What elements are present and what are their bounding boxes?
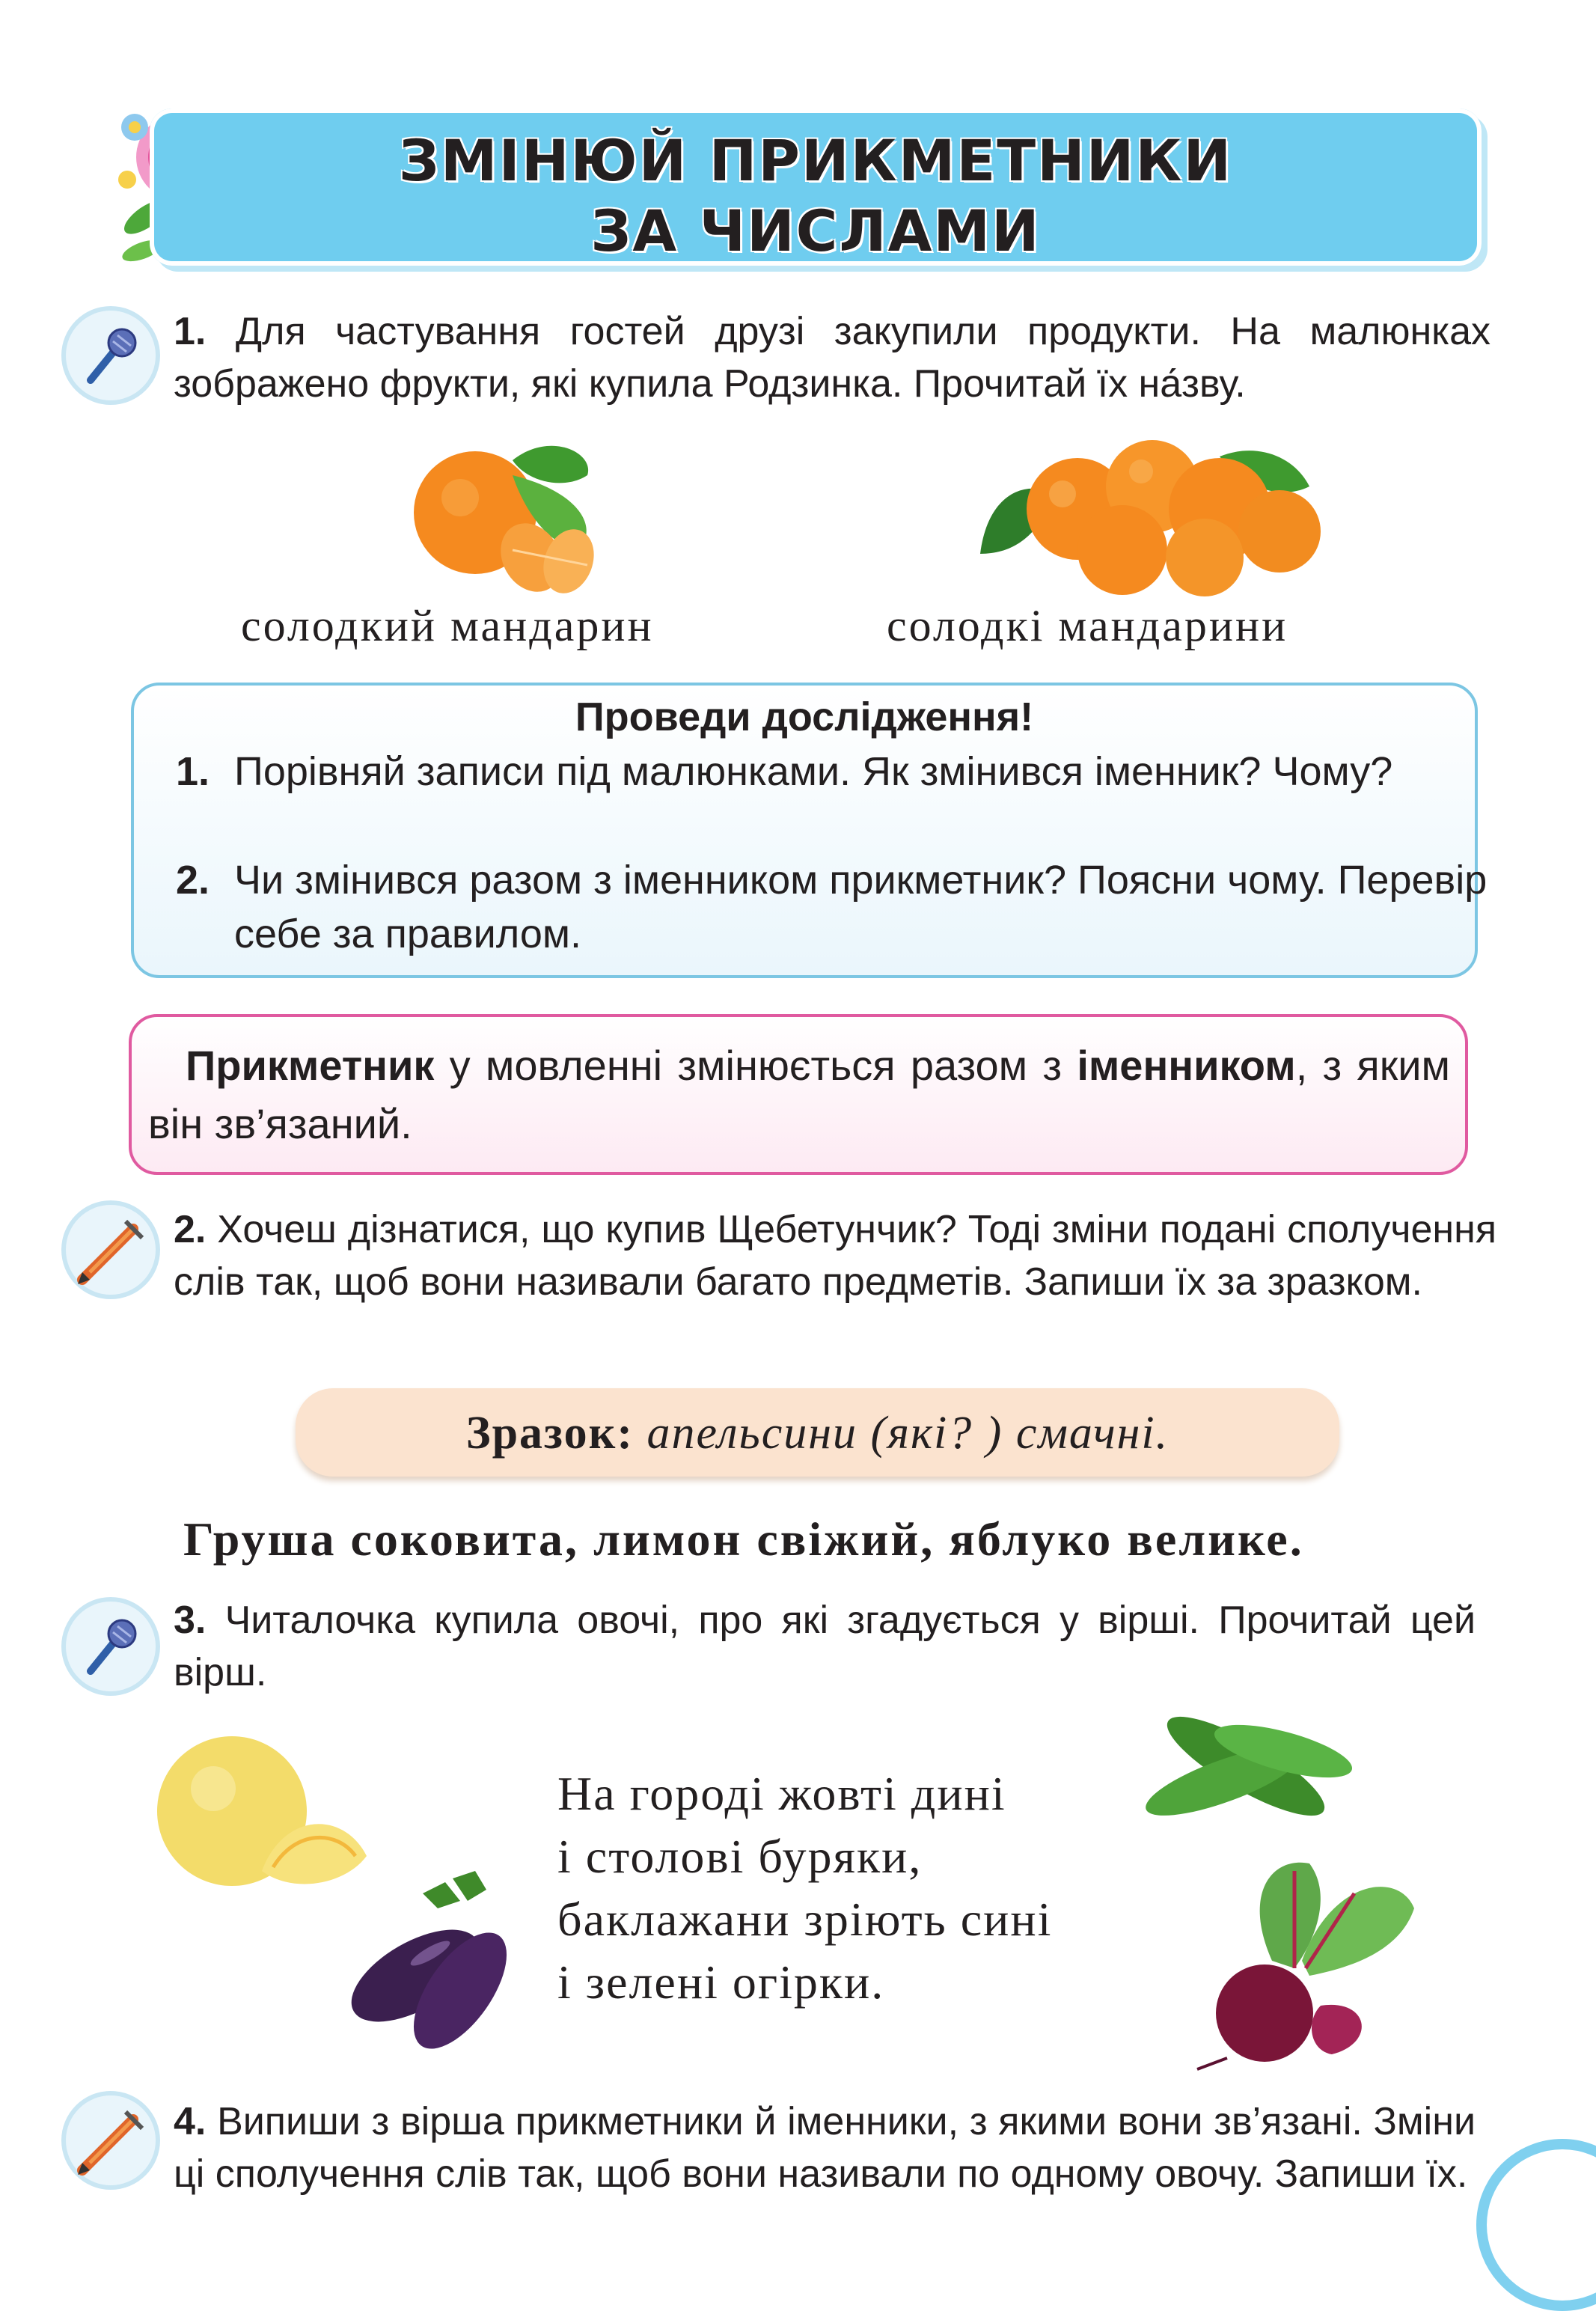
corner-arc-decoration [1476, 2139, 1596, 2311]
eggplant-image [348, 1863, 542, 2051]
sample-example: апельсини (які? ) смачні. [646, 1408, 1170, 1459]
poem-line-2: і столові буряки, [557, 1830, 923, 1883]
caption-plural: солодкі мандарини [887, 601, 1288, 650]
task3-badge [66, 1602, 156, 1691]
pen-icon [73, 1212, 148, 1287]
task4-badge [66, 2095, 156, 2185]
microphone-icon [77, 1613, 144, 1680]
microphone-icon [77, 322, 144, 389]
research-item-1-text: Порівняй записи під малюнками. Як змінився іменник? Чому? [234, 749, 1393, 794]
poem-line-4: і зелені огірки. [557, 1956, 885, 2009]
caption-singular: солодкий мандарин [241, 601, 654, 650]
task2-text [174, 1203, 1496, 1308]
task3-body: Читалочка купила овочі, про які згадується у вірші. Прочитай цей вірш. [174, 1599, 1476, 1694]
word-phrases: Груша соковита, лимон свіжий, яблуко велике. [183, 1512, 1304, 1566]
research-item-2-text: Чи змінився разом з іменником прикметник? Поясни чому. Перевір себе за правилом. [234, 858, 1488, 956]
rule-text-middle: у мовленні змінюється разом з [434, 1042, 1077, 1089]
task4-number: 4. [174, 2100, 207, 2143]
research-item-1 [176, 745, 1506, 799]
task2-badge [66, 1205, 156, 1295]
research-item-1-number: 1. [176, 749, 210, 794]
poem-line-1: На городі жовті дині [557, 1767, 1006, 1820]
research-item-2 [176, 853, 1506, 961]
pen-icon [73, 2103, 148, 2178]
task4-text [174, 2095, 1476, 2200]
research-title: Проведи дослідження! [575, 694, 1034, 739]
poem [557, 1762, 1193, 2014]
title-line-2: ЗА ЧИСЛАМИ [590, 198, 1041, 264]
sample-label: Зразок: [465, 1408, 634, 1459]
task1-number: 1. [174, 310, 207, 353]
sample-text [296, 1403, 1339, 1463]
rule-text [148, 1037, 1450, 1153]
task2-number: 2. [174, 1208, 207, 1251]
task1-text [174, 305, 1490, 410]
task1-badge [66, 311, 156, 400]
tangerines-many-image [973, 427, 1324, 599]
title-line-1: ЗМІНЮЙ ПРИКМЕТНИКИ [398, 127, 1233, 194]
rule-term-noun: іменником [1077, 1042, 1296, 1089]
research-item-2-number: 2. [176, 858, 210, 903]
page-title [150, 126, 1482, 266]
task2-body: Хочеш дізнатися, що купив Щебетунчик? Тоді зміни подані сполучення слів так, щоб вони називали багато предметів. Запиши їх за зразком. [174, 1208, 1496, 1304]
task3-text [174, 1594, 1476, 1699]
task3-number: 3. [174, 1599, 207, 1642]
task1-body: Для частування гостей друзі закупили продукти. На малюнках зображено фрукти, які купила Родзинка. Прочитай їх на́зву. [174, 310, 1490, 406]
rule-term-adjective: Прикметник [186, 1042, 435, 1089]
task4-body: Випиши з вірша прикметники й іменники, з якими вони зв’язані. Зміни ці сполучення слів так, щоб вони називали по одному овочу. Запиши їх. [174, 2100, 1476, 2196]
rule-text-end: , з яким він зв’язаний. [148, 1042, 1450, 1147]
tangerine-single-image [400, 430, 610, 599]
poem-line-3: баклажани зріють сині [557, 1893, 1053, 1946]
melon-image [150, 1729, 374, 1901]
beetroot-image [1182, 1849, 1429, 2073]
